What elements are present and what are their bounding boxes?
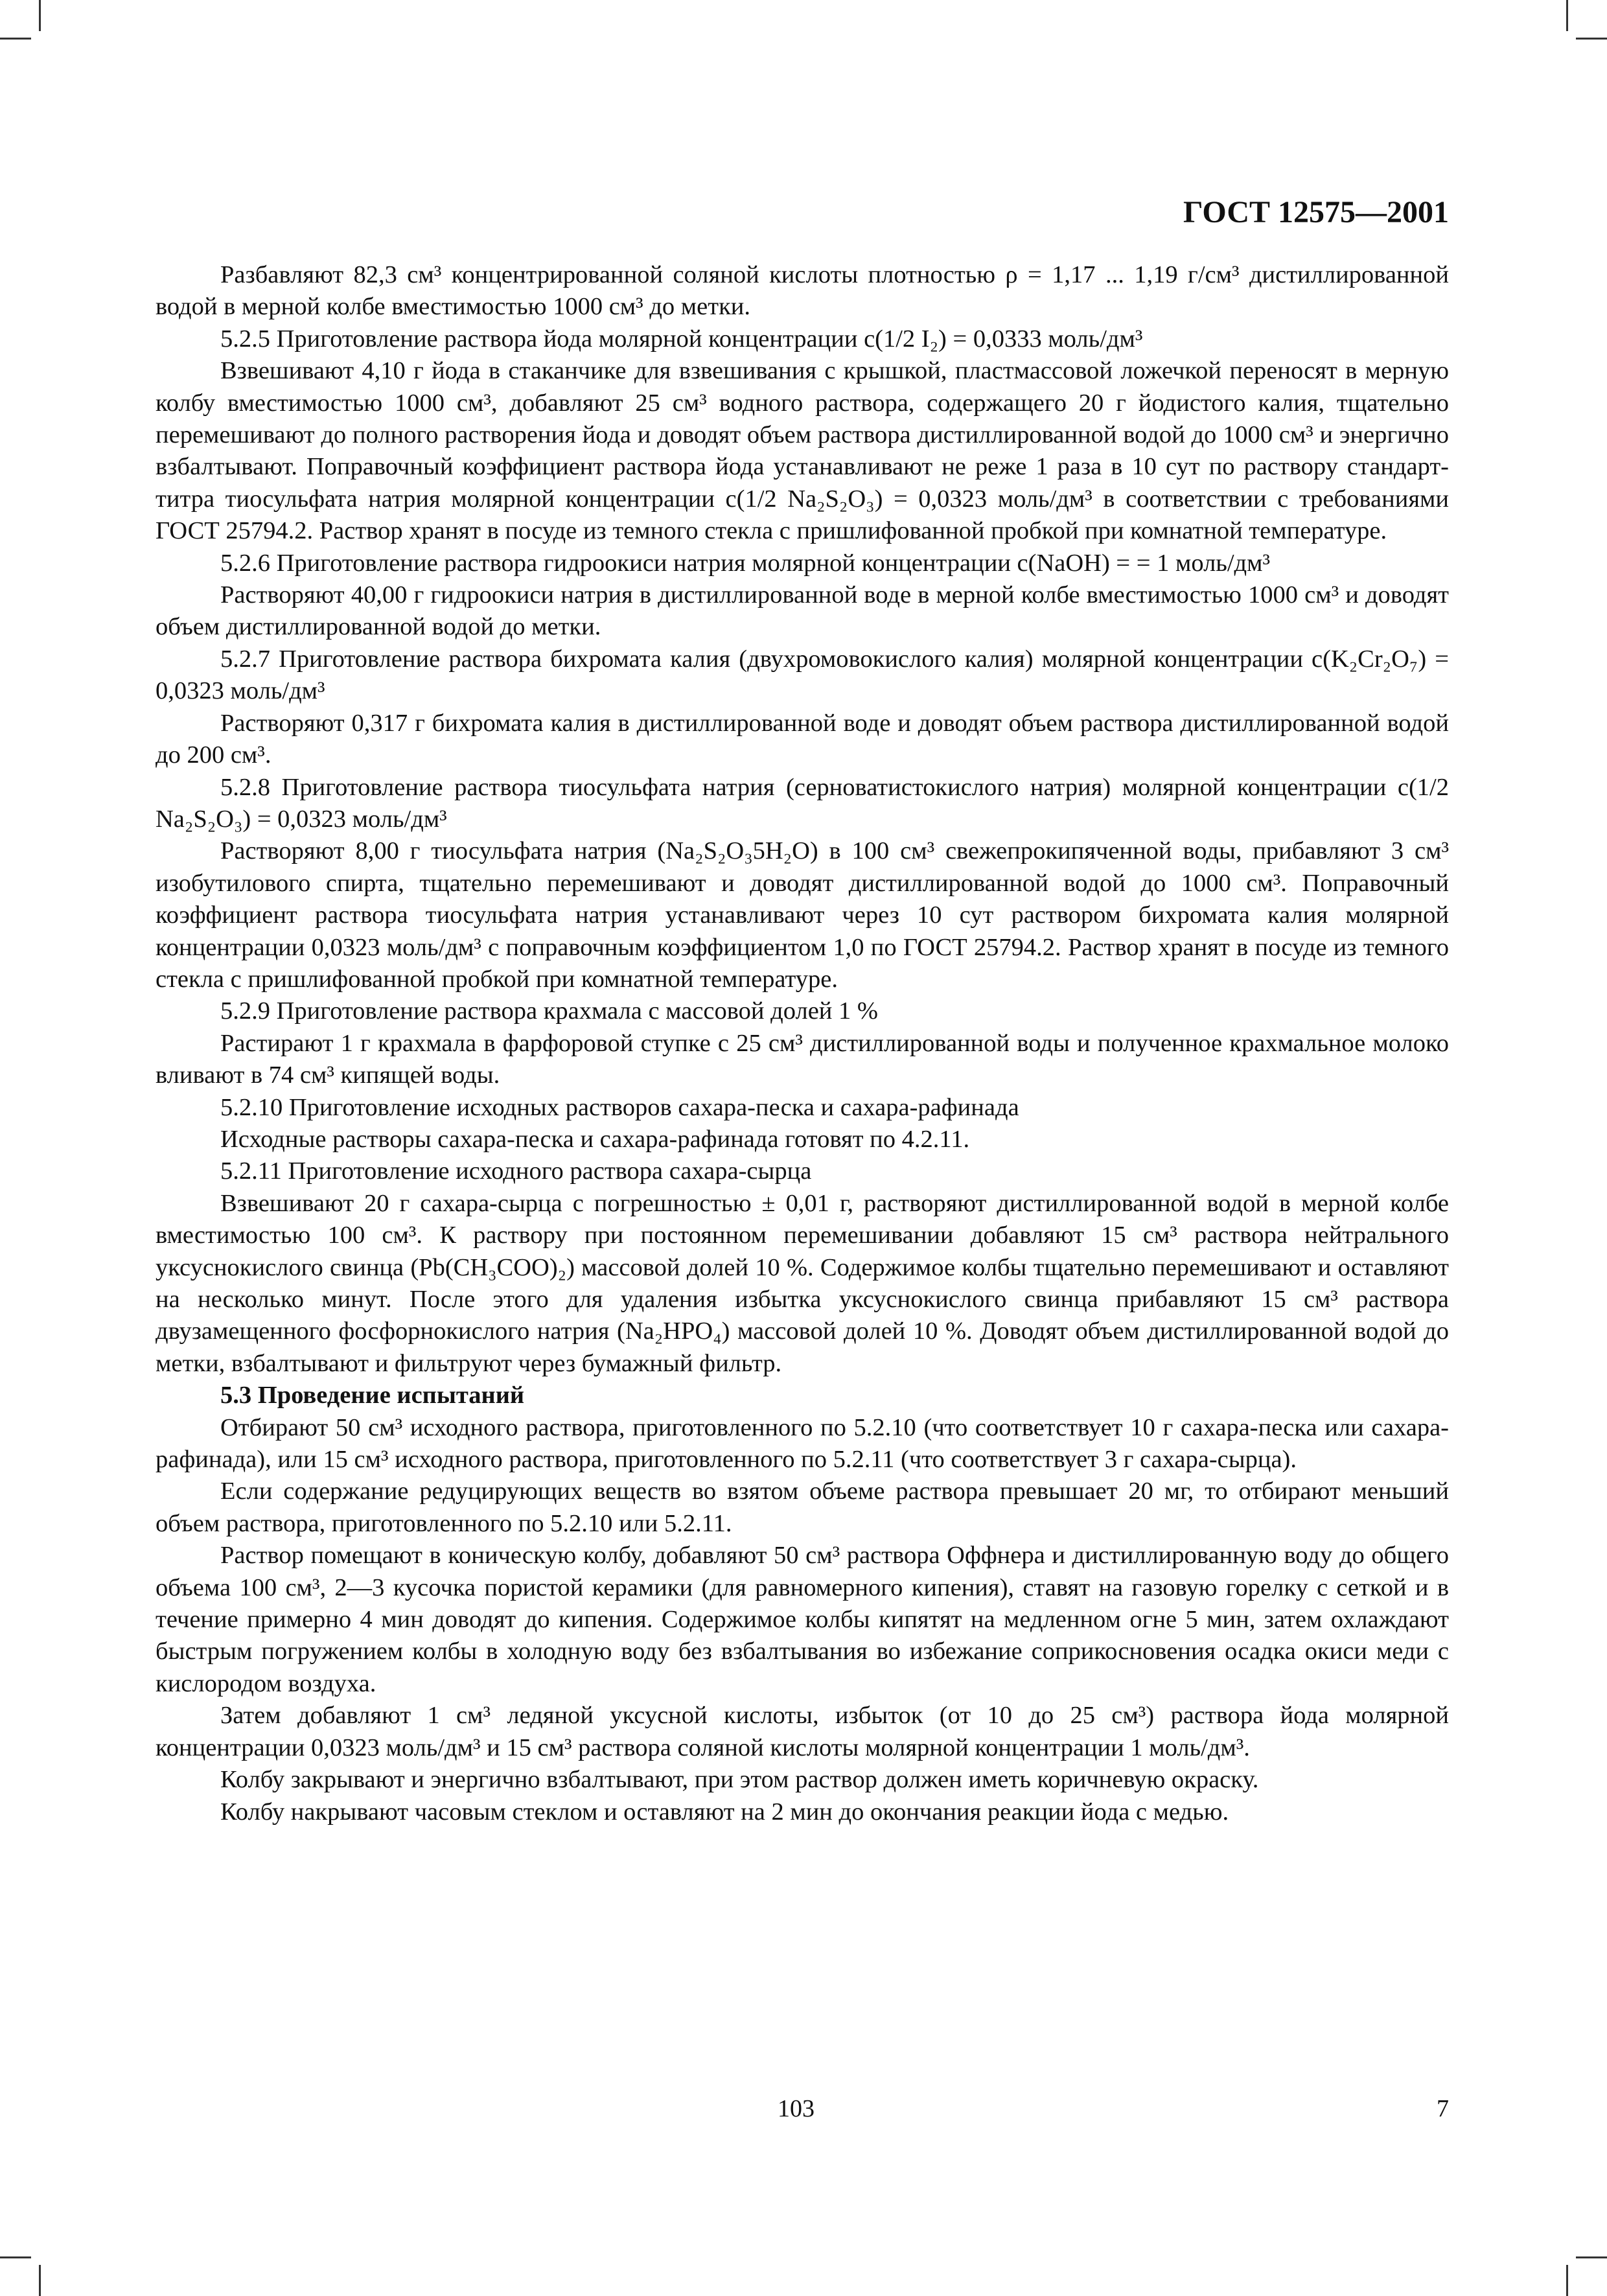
section-heading: 5.3 Проведение испытаний [220,1382,525,1409]
paragraph: Взвешивают 20 г сахара-сырца с погрешностью ± 0,01 г, растворяют дистиллированной водой в мерной колбе вместимостью 100 см³. К раствору при постоянном перемешивании добавляют 15 см³ раствора нейтрального уксуснокислого свинца (Pb(CH₃COO)₂) массовой долей 10 %. Содержимое колбы тщательно перемешивают и оставляют на несколько минут. После этого для удаления избытка уксуснокислого свинца прибавляют 15 см³ раствора двузамещенного фосфорнокислого натрия (Na₂HPO₄) массовой долей 10 %. Доводят объем дистиллированной водой до метки, взбалтывают и фильтруют через бумажный фильтр. [156,1189,1449,1377]
paragraph: Затем добавляют 1 см³ ледяной уксусной кислоты, избыток (от 10 до 25 см³) раствора йода молярной концентрации 0,0323 моль/дм³ и 15 см³ раствора соляной кислоты молярной концентрации 1 моль/дм³. [156,1702,1449,1761]
paragraph: Взвешивают 4,10 г йода в стаканчике для взвешивания с крышкой, пластмассовой ложечкой переносят в мерную колбу вместимостью 1000 см³, добавляют 25 см³ водного раствора, содержащего 20 г йодистого калия, тщательно перемешивают до полного растворения йода и доводят объем раствора дистиллированной водой до 1000 см³ и энергично взбалтывают. Поправочный коэффициент раствора йода устанавливают не реже 1 раза в 10 сут по раствору стандарт-титра тиосульфата натрия молярной концентрации с(1/2 Na₂S₂O₃) = 0,0323 моль/дм³ в соответствии с требованиями ГОСТ 25794.2. Раствор хранят в посуде из темного стекла с пришлифованной пробкой при комнатной температуре. [156,357,1449,545]
paragraph: Если содержание редуцирующих веществ во взятом объеме раствора превышает 20 мг, то отбирают меньший объем раствора, приготовленного по 5.2.10 или 5.2.11. [156,1478,1449,1537]
paragraph: Колбу накрывают часовым стеклом и оставляют на 2 мин до окончания реакции йода с медью. [220,1798,1229,1826]
standard-header: ГОСТ 12575—2001 [1183,195,1449,229]
crop-mark [1566,0,1568,31]
crop-mark [1576,2256,1607,2258]
crop-mark [0,38,31,40]
paragraph: Колбу закрывают и энергично взбалтывают, при этом раствор должен иметь коричневую окраску. [220,1766,1259,1794]
paragraph: Растворяют 0,317 г бихромата калия в дистиллированной воде и доводят объем раствора дистиллированной водой до 200 см³. [156,709,1449,769]
page-number-center: 103 [778,2095,815,2122]
paragraph: Исходные растворы сахара-песка и сахара-рафинада готовят по 4.2.11. [220,1125,970,1153]
subsection-heading: 5.2.6 Приготовление раствора гидроокиси натрия молярной концентрации с(NaOH) = = 1 моль/дм³ [220,549,1271,577]
subsection-heading: 5.2.11 Приготовление исходного раствора сахара-сырца [220,1157,812,1185]
subsection-heading: 5.2.10 Приготовление исходных растворов сахара-песка и сахара-рафинада [220,1093,1019,1121]
paragraph: Раствор помещают в коническую колбу, добавляют 50 см³ раствора Оффнера и дистиллированную воду до общего объема 100 см³, 2—3 кусочка пористой керамики (для равномерного кипения), ставят на газовую горелку с сеткой и в течение примерно 4 мин доводят до кипения. Содержимое колбы кипятят на медленном огне 5 мин, затем охлаждают быстрым погружением колбы в холодную воду без взбалтывания во избежание соприкосновения осадка окиси меди с кислородом воздуха. [156,1542,1449,1697]
crop-mark [0,2256,31,2258]
crop-mark [39,0,41,31]
crop-mark [1566,2265,1568,2296]
subsection-heading: 5.2.7 Приготовление раствора бихромата калия (двухромовокислого калия) молярной концентрации с(K₂Cr₂O₇) = 0,0323 моль/дм³ [156,645,1449,705]
paragraph: Растворяют 8,00 г тиосульфата натрия (Na₂S₂O₃5H₂O) в 100 см³ свежепрокипяченной воды, прибавляют 3 см³ изобутилового спирта, тщательно перемешивают и доводят дистиллированной водой до 1000 см³. Поправочный коэффициент раствора тиосульфата натрия устанавливают через 10 сут раствором бихромата калия молярной концентрации 0,0323 моль/дм³ с поправочным коэффициентом 1,0 по ГОСТ 25794.2. Раствор хранят в посуде из темного стекла с пришлифованной пробкой при комнатной температуре. [156,837,1449,993]
crop-mark [1576,38,1607,40]
crop-mark [39,2265,41,2296]
document-body [156,259,1449,1828]
page-number-right: 7 [1437,2095,1449,2122]
paragraph: Растирают 1 г крахмала в фарфоровой ступке с 25 см³ дистиллированной воды и полученное крахмальное молоко вливают в 74 см³ кипящей воды. [156,1029,1449,1089]
subsection-heading: 5.2.9 Приготовление раствора крахмала с массовой долей 1 % [220,997,878,1025]
subsection-heading: 5.2.5 Приготовление раствора йода молярной концентрации с(1/2 I₂) = 0,0333 моль/дм³ [220,325,1143,353]
subsection-heading: 5.2.8 Приготовление раствора тиосульфата натрия (серноватистокислого натрия) молярной концентрации с(1/2 Na₂S₂O₃) = 0,0323 моль/дм³ [156,773,1449,833]
paragraph: Разбавляют 82,3 см³ концентрированной соляной кислоты плотностью ρ = 1,17 ... 1,19 г/см³ дистиллированной водой в мерной колбе вместимостью 1000 см³ до метки. [156,261,1449,321]
paragraph: Растворяют 40,00 г гидроокиси натрия в дистиллированной воде в мерной колбе вместимостью 1000 см³ и доводят объем дистиллированной водой до метки. [156,581,1449,641]
paragraph: Отбирают 50 см³ исходного раствора, приготовленного по 5.2.10 (что соответствует 10 г сахара-песка или сахара-рафинада), или 15 см³ исходного раствора, приготовленного по 5.2.11 (что соответствует 3 г сахара-сырца). [156,1413,1449,1474]
